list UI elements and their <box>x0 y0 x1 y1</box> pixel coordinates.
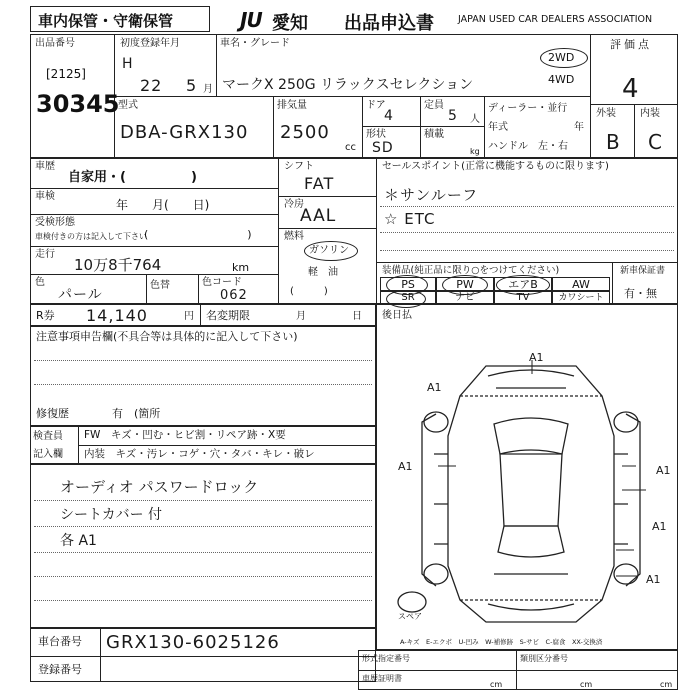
damage-mark: A1 <box>646 573 661 586</box>
recycle-label: R券 <box>36 309 55 322</box>
kg-unit: kg <box>470 147 480 156</box>
handwritten-note: シートカバー 付 <box>60 507 163 523</box>
selling-point-item: ＊サンルーフ <box>384 186 479 204</box>
lot-number: 30345 <box>36 90 120 118</box>
name-change-label: 名変期限 <box>206 309 250 322</box>
first-reg-month: 5 <box>186 76 198 95</box>
rear-note-label: 後日払 <box>382 310 412 321</box>
history-label: 車歴 <box>35 161 55 172</box>
color-value: パール <box>58 287 103 303</box>
fuel-paren: ( ) <box>290 286 328 297</box>
handwritten-note: 各 A1 <box>60 533 97 549</box>
recycle-yen: 円 <box>184 311 194 322</box>
dealer-label: ディーラー・並行 <box>488 103 568 114</box>
selling-point-item: ☆ ETC <box>384 210 436 228</box>
cm-unit: cm <box>490 680 503 689</box>
receive-note: 車検付きの方は記入して下さい <box>35 232 147 241</box>
inspector-label-top: 検査員 <box>33 431 63 442</box>
exterior-label: 外装 <box>596 108 616 119</box>
class-number-label: 類別区分番号 <box>520 654 568 663</box>
equip-tv: TV <box>494 291 552 304</box>
damage-mark: A1 <box>398 460 413 473</box>
spare-label: スペア <box>398 612 422 621</box>
displacement-value: 2500 <box>280 122 330 143</box>
model-value: DBA-GRX130 <box>120 122 249 143</box>
equip-ps: PS <box>380 277 436 291</box>
doors-label: ドア <box>366 100 386 111</box>
inspection-value: 年 月( 日) <box>116 198 210 212</box>
damage-mark: A1 <box>656 464 671 477</box>
equip-airbag: エアB <box>494 277 552 291</box>
inspector-row-1: FW キズ・凹む・ヒビ割・リペア跡・X要 <box>84 429 286 441</box>
equip-circle-pw <box>442 275 488 295</box>
model-label: 型式 <box>118 100 138 111</box>
inspector-label-bottom: 記入欄 <box>33 449 63 460</box>
mileage-value: 10万8千764 <box>74 256 162 274</box>
name-change-day: 日 <box>352 311 362 322</box>
history-value: 自家用・( ) <box>68 170 197 185</box>
repair-history-value: 有 (箇所 <box>112 407 161 420</box>
drive-2wd: 2WD <box>548 51 575 64</box>
new-car-warranty-value: 有・無 <box>624 287 657 300</box>
fuel-gas: ガソリン <box>309 245 349 256</box>
inspector-row-2: 内装 キズ・汚レ・コゲ・穴・タバ・キレ・破レ <box>84 448 315 460</box>
name-change-month: 月 <box>296 311 306 322</box>
doors-value: 4 <box>384 108 394 124</box>
color-change-label: 色替 <box>150 280 170 291</box>
grade-value: 4 <box>622 74 640 104</box>
interior-value: C <box>648 130 663 154</box>
notes-label: 注意事項申告欄(不具合等は具体的に記入して下さい) <box>36 330 298 343</box>
handwritten-note: オーディオ パスワードロック <box>60 478 259 496</box>
displacement-label: 排気量 <box>277 100 307 111</box>
cc-unit: cc <box>345 142 356 153</box>
shift-value: FAT <box>304 174 335 193</box>
body-label: 形状 <box>366 129 386 140</box>
car-name-label: 車名・グレード <box>220 38 290 49</box>
handle-label: ハンドル 左・右 <box>488 141 568 152</box>
first-reg-year: 22 <box>140 76 163 95</box>
color-label: 色 <box>35 277 45 288</box>
color-code-label: 色コード <box>202 277 242 288</box>
cm-unit: cm <box>660 680 673 689</box>
inspection-label: 車検 <box>35 191 55 202</box>
capacity-unit: 人 <box>470 114 480 125</box>
exterior-value: B <box>606 130 621 154</box>
equip-sr: SR <box>380 291 436 304</box>
ac-label: 冷房 <box>284 199 304 210</box>
grade-label: 評価点 <box>610 38 652 51</box>
equip-leather-seat: カワシート <box>552 291 610 304</box>
ju-logo: JU <box>240 8 262 32</box>
equip-circle-airbag <box>496 275 550 295</box>
mileage-label: 走行 <box>35 249 55 260</box>
org-name: 愛知 <box>272 13 308 34</box>
damage-mark: A1 <box>652 520 667 533</box>
model-year-label: 年式 <box>488 122 508 133</box>
lot-label: 出品番号 <box>35 38 75 49</box>
equip-navi: ナビ <box>436 291 494 304</box>
car-name-value: マークX 250G リラックスセレクション <box>222 77 474 93</box>
receive-label: 受検形態 <box>35 217 75 228</box>
capacity-label: 定員 <box>424 100 444 111</box>
association-name: JAPAN USED CAR DEALERS ASSOCIATION <box>458 14 653 25</box>
first-reg-label: 初度登録年月 <box>120 38 180 49</box>
car-diagram <box>376 304 678 650</box>
year-unit: 年 <box>574 122 584 133</box>
recycle-frame <box>30 304 376 326</box>
damage-mark: A1 <box>427 381 442 394</box>
load-label: 積載 <box>424 129 444 140</box>
storage-note: 車内保管・守衛保管 <box>38 12 174 30</box>
first-reg-era: H <box>122 56 134 72</box>
equip-pw: PW <box>436 277 494 291</box>
fuel-label: 燃料 <box>284 231 304 242</box>
type-designation-label: 形式指定番号 <box>362 654 410 663</box>
repair-history-label: 修復歴 <box>36 407 69 420</box>
damage-mark: A1 <box>529 351 544 364</box>
ac-value: AAL <box>300 206 337 226</box>
km-unit: km <box>232 261 250 274</box>
lot-sub: [2125] <box>46 67 86 81</box>
capacity-value: 5 <box>448 108 458 124</box>
equipment-label: 装備品(純正品に限り○をつけてください) <box>382 265 560 276</box>
selling-points-label: セールスポイント(正常に機能するものに限ります) <box>382 161 609 172</box>
month-unit: 月 <box>203 84 213 95</box>
form-title: 出品申込書 <box>344 13 434 34</box>
shift-label: シフト <box>284 161 314 172</box>
recycle-value: 14,140 <box>86 306 148 325</box>
vehicle-cert-label: 車歴証明書 <box>362 674 402 683</box>
cm-unit: cm <box>580 680 593 689</box>
new-car-warranty-label: 新車保証書 <box>620 266 666 276</box>
chassis-label: 車台番号 <box>38 635 82 648</box>
body-value: SD <box>372 140 394 156</box>
chassis-value: GRX130-6025126 <box>106 632 280 653</box>
receive-paren: ( ) <box>144 228 252 241</box>
interior-label: 内装 <box>640 108 660 119</box>
registration-label: 登録番号 <box>38 663 82 676</box>
drive-4wd: 4WD <box>548 73 575 86</box>
equip-aw: AW <box>552 277 610 291</box>
color-code-value: 062 <box>220 288 248 303</box>
fuel-diesel: 軽 油 <box>308 267 338 278</box>
damage-legend: A-キズ E-エクボ U-凹み W-補修跡 S-サビ C-腐食 XX-交換済 <box>400 638 603 646</box>
